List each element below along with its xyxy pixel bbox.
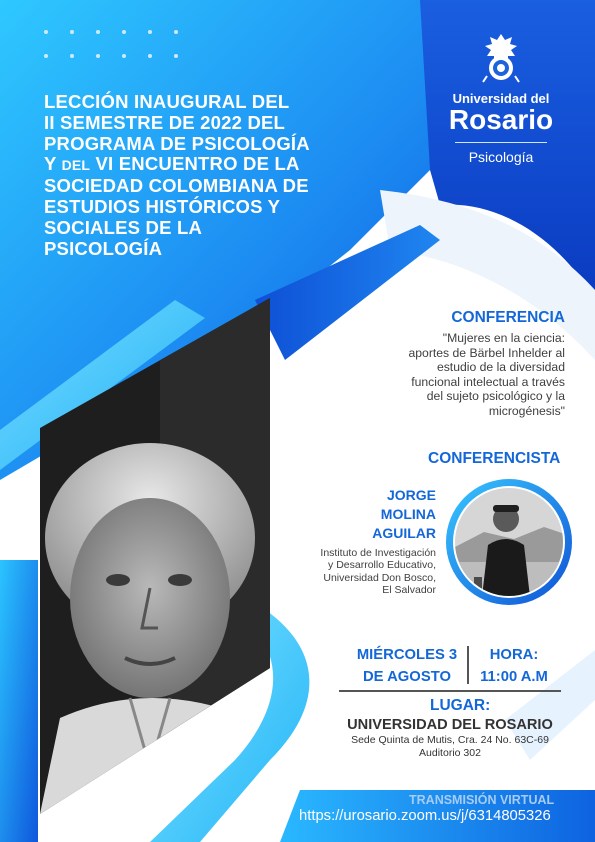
venue-details xyxy=(336,716,564,760)
conference-heading: CONFERENCIA xyxy=(451,309,565,326)
conference-title-line: aportes de Bärbel Inhelder al xyxy=(408,345,565,360)
title-line: LECCIÓN INAUGURAL DEL xyxy=(44,91,290,112)
venue-name: UNIVERSIDAD DEL ROSARIO xyxy=(347,717,553,733)
title-line: SOCIALES DE LA xyxy=(44,216,203,238)
date-line: DE AGOSTO xyxy=(363,669,451,685)
stream-link[interactable]: https://urosario.zoom.us/j/6314805326 xyxy=(299,808,551,824)
event-time xyxy=(474,644,554,688)
conference-title-line: estudio de la diversidad xyxy=(436,360,565,375)
institution-line: Universidad Don Bosco, xyxy=(323,571,436,584)
dot-grid-icon xyxy=(44,30,194,60)
venue-heading: LUGAR: xyxy=(430,697,491,714)
divider-vertical xyxy=(467,646,469,684)
title-line: II SEMESTRE DE 2022 DEL xyxy=(44,111,286,133)
date-line: MIÉRCOLES 3 xyxy=(356,647,458,663)
conference-title xyxy=(305,331,565,419)
time-label: HORA: xyxy=(489,647,539,663)
university-logo xyxy=(440,32,562,165)
title-line: ESTUDIOS HISTÓRICOS Y xyxy=(44,195,281,217)
department-name: Psicología xyxy=(468,149,534,165)
title-line: Y DEL VI ENCUENTRO DE LA xyxy=(44,153,300,175)
conference-title-line: funcional intelectual a través xyxy=(411,374,565,389)
logo-divider xyxy=(455,142,547,143)
conference-title-line: microgénesis" xyxy=(488,403,565,418)
speaker-name xyxy=(372,486,436,543)
speaker-name-line: AGUILAR xyxy=(372,525,436,541)
university-crest-icon xyxy=(477,32,525,84)
speaker-heading: CONFERENCISTA xyxy=(428,450,561,467)
event-date xyxy=(351,644,463,688)
title-line: SOCIEDAD COLOMBIANA DE xyxy=(44,175,309,197)
title-line: PSICOLOGÍA xyxy=(44,237,163,259)
university-name-large: Rosario xyxy=(448,104,554,135)
institution-line: Instituto de Investigación xyxy=(320,547,436,559)
university-name-small: Universidad del xyxy=(452,91,550,106)
venue-room: Auditorio 302 xyxy=(419,747,481,759)
speaker-photo xyxy=(444,477,574,607)
event-title xyxy=(44,92,364,259)
conference-title-line: "Mujeres en la ciencia: xyxy=(442,331,565,345)
title-line: PROGRAMA DE PSICOLOGÍA xyxy=(44,132,310,154)
speaker-name-line: JORGE xyxy=(386,487,436,503)
portrait-photo xyxy=(0,298,270,814)
speaker-name-line: MOLINA xyxy=(380,506,436,522)
divider-horizontal xyxy=(339,690,561,692)
institution-line: El Salvador xyxy=(382,583,436,596)
time-value: 11:00 A.M xyxy=(480,669,548,685)
venue-address: Sede Quinta de Mutis, Cra. 24 No. 63C-69 xyxy=(351,734,549,746)
speaker-institution xyxy=(320,547,436,596)
institution-line: y Desarrollo Educativo, xyxy=(328,559,436,572)
conference-title-line: del sujeto psicológico y la xyxy=(426,389,565,404)
stream-heading: TRANSMISIÓN VIRTUAL xyxy=(409,793,555,807)
